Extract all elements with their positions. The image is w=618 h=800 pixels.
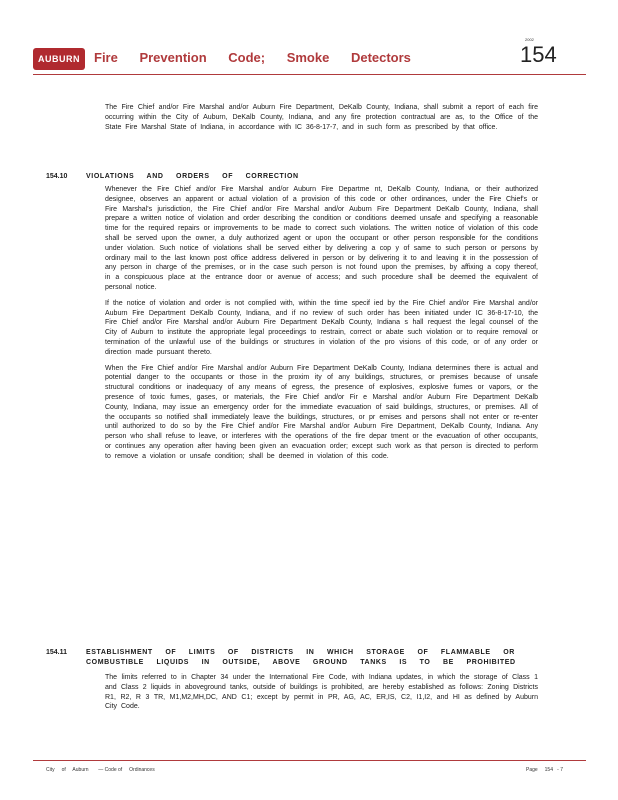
section-154-11-title-line1: ESTABLISHMENT OF LIMITS OF DISTRICTS IN WHICH STORAGE OF FLAMMABLE OR [86, 649, 515, 656]
section-154-10-paragraph-1: Whenever the Fire Chief and/or Fire Marshal and/or Auburn Fire Departme nt, DeKalb County, Indiana, or their authorized designee, observes an apparent or actual violation of a provision of this code or other ordinances, under the Fire Chief's or Fire Marshal's jurisdiction, the Fire Chief and/or Fire Marshal and/or Auburn Fire Department DeKalb County, Indiana, shall prepare a written notice of violation and order describing the condition or conditions deemed unsafe and specifying a reasonable time for the required repairs or improvements to be made to correct such violations. The written notice of violation of this code shall be served upon the owner, a duly authorized agent or upon the occupant or other person responsible for the conditions under violation. Such notice of violations shall be served either by delivering a cop y of same to such person or persons by ordinary mail to the last known post office address delivered in person or by delivering it to and leaving it in the possession of any person in charge of the premises, or in the case such person is not found upon the premises, by affixing a copy thereof, in a conspicuous place at the entrance door or avenue of access; and such procedure shall be deemed the equivalent of personal notice. [105, 186, 538, 291]
header-title-part2: Code; Smoke Detectors [228, 50, 411, 65]
footer-rule [33, 760, 586, 761]
header-title [94, 50, 411, 65]
section-154-11-paragraph: The limits referred to in Chapter 34 under the International Fire Code, with Indiana updates, in which the storage of Class 1 and Class 2 liquids in aboveground tanks, outside of buildings is prohibited, are hereby established as follows: Zoning Districts R1, R2, R 3 TR, M1,M2,MH,DC, AND C1; except by permit in PR, AG, AC, ER,IS, C2, I1,I2, and HI as defined by Auburn City Code. [105, 674, 538, 711]
footer-left-of: of [61, 767, 66, 773]
intro-paragraph-block [105, 103, 538, 138]
section-154-10-body [105, 185, 538, 468]
footer-right [526, 767, 563, 773]
section-154-11-title-line2: COMBUSTIBLE LIQUIDS IN OUTSIDE, ABOVE GROUND TANKS IS TO BE PROHIBITED [86, 659, 516, 666]
section-154-10-number: 154.10 [46, 173, 68, 180]
section-154-10-paragraph-2: If the notice of violation and order is not complied with, within the time specif ied by the Fire Chief and/or Fire Marshal and/or Auburn Fire Department DeKalb County, Indiana, and if no review of such order has been initiated under IC 36-8-17-10, the Fire Chief and/or Fire Marshal and/or Auburn Fire Department DeKalb County, Indiana s hall request the legal counsel of the City of Auburn to institute the appropriate legal proceedings to restrain, correct or abate such violation or to require removal or termination of the unlawful use of the buildings or structures in violation of the pro visions of this code, or of any order or direction made pursuant thereto. [105, 299, 538, 356]
footer-left-city: City [46, 767, 55, 773]
section-154-10-paragraph-3: When the Fire Chief and/or Fire Marshal and/or Auburn Fire Department DeKalb County, Indiana determines there is actual and potential danger to the occupants or those in the proxim ity of any buildings, structures, or premises because of unsafe structural conditions or inadequacy of any means of egress, the presence of explosives, explosive fumes or vapors, or the presence of toxic fumes, gases, or materials, the Fire Chief and/or Fir e Marshal and/or Auburn Fire Department DeKalb County, Indiana, may issue an emergency order for the immediate evacuation of said buildings, structures, or premises. All of the occupants so notified shall immediately leave the buildings, structures, or pr emises and persons shall not enter or re-enter until authorized to do so by the Fire Chief and/or Fire Marshal and/or Auburn Fire Department, DeKalb County, Indiana. Any person who shall refuse to leave, or interferes with the operations of the fire depar tment or the evacuation of other occupants, or continues any operation after having been given an evacuation order; except such work as that person is directed to perform to remove a violation or unsafe condition; shall be deemed in violation of this code. [105, 364, 539, 460]
header-rule [33, 74, 586, 75]
footer-left-auburn: Auburn [72, 767, 89, 773]
page-number: 154 [520, 42, 557, 67]
footer-left-ordinances: Ordinances [129, 767, 155, 773]
section-154-11-number: 154.11 [46, 649, 68, 656]
footer-page-suffix: - 7 [557, 767, 563, 773]
footer-page-number: 154 [544, 767, 553, 773]
intro-paragraph: The Fire Chief and/or Fire Marshal and/or Auburn Fire Department, DeKalb County, Indiana, shall submit a report of each fire occurring within the City of Auburn, DeKalb County, Indiana, and any fire protection contractual are as, to the Office of the State Fire Marshal State of Indiana, in accordance with IC 36-8-17-7, and in such form as prescribed by that office. [105, 104, 538, 131]
revision-label: 2002 [525, 37, 534, 42]
footer-left-code-of: — Code of [98, 767, 123, 773]
section-154-10-title: VIOLATIONS AND ORDERS OF CORRECTION [86, 173, 299, 180]
footer-page-label: Page [526, 767, 538, 773]
footer-left [46, 767, 155, 773]
section-154-11-body [105, 673, 538, 718]
header-title-part1: Fire Prevention [94, 50, 207, 65]
auburn-logo: AUBURN [33, 48, 85, 70]
